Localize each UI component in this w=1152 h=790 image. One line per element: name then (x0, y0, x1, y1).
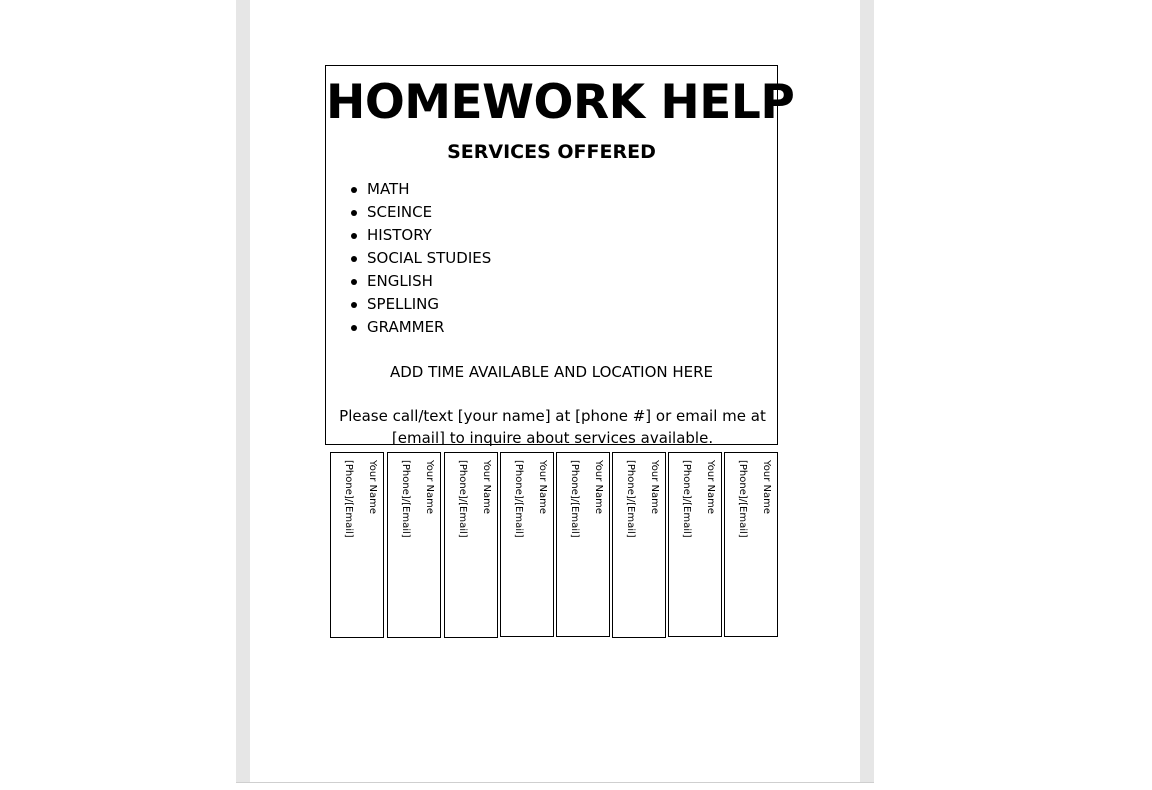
tear-off-tab[interactable] (387, 452, 441, 638)
bullet-icon (351, 325, 357, 331)
tab-name: Your Name (705, 460, 716, 515)
tear-off-tab[interactable] (612, 452, 666, 638)
tab-name: Your Name (481, 460, 492, 515)
time-location-text: ADD TIME AVAILABLE AND LOCATION HERE (389, 363, 714, 381)
tear-off-tab[interactable] (444, 452, 498, 638)
list-item (348, 316, 491, 339)
service-label: HISTORY (367, 226, 432, 244)
service-label: SCEINCE (367, 203, 433, 221)
page-gutter-left (236, 0, 250, 783)
bullet-icon (351, 187, 357, 193)
flyer-title: HOMEWORK HELP (326, 75, 795, 130)
service-label: SOCIAL STUDIES (367, 249, 492, 267)
tear-off-tab[interactable] (668, 452, 722, 637)
page-gutter-right (860, 0, 874, 783)
tab-contact: [Phone]/[Email] (400, 460, 411, 538)
contact-instructions: Please call/text [your name] at [phone #] or email me at [email] to inquire about services available. (339, 407, 766, 447)
bullet-icon (351, 256, 357, 262)
tear-off-tab[interactable] (500, 452, 554, 637)
flyer-subtitle: SERVICES OFFERED (447, 141, 656, 163)
tear-off-tab[interactable] (724, 452, 778, 637)
list-item (348, 270, 491, 293)
tear-off-tab[interactable] (556, 452, 610, 637)
tab-name: Your Name (649, 460, 660, 515)
tab-contact: [Phone]/[Email] (457, 460, 468, 538)
bullet-icon (351, 210, 357, 216)
tab-contact: [Phone]/[Email] (681, 460, 692, 538)
list-item (348, 293, 491, 316)
services-list (348, 178, 491, 339)
tab-contact: [Phone]/[Email] (343, 460, 354, 538)
service-label: GRAMMER (367, 318, 445, 336)
page-bottom-edge (236, 782, 874, 783)
bullet-icon (351, 279, 357, 285)
list-item (348, 247, 491, 270)
list-item (348, 201, 491, 224)
service-label: MATH (367, 180, 410, 198)
tear-off-tab[interactable] (330, 452, 384, 638)
tab-name: Your Name (537, 460, 548, 515)
bullet-icon (351, 233, 357, 239)
tab-contact: [Phone]/[Email] (625, 460, 636, 538)
service-label: SPELLING (367, 295, 440, 313)
bullet-icon (351, 302, 357, 308)
tab-name: Your Name (424, 460, 435, 515)
tab-name: Your Name (593, 460, 604, 515)
tab-contact: [Phone]/[Email] (513, 460, 524, 538)
list-item (348, 224, 491, 247)
tab-contact: [Phone]/[Email] (569, 460, 580, 538)
list-item (348, 178, 491, 201)
tab-name: Your Name (367, 460, 378, 515)
tab-contact: [Phone]/[Email] (737, 460, 748, 538)
service-label: ENGLISH (367, 272, 433, 290)
tab-name: Your Name (761, 460, 772, 515)
flyer-box[interactable] (325, 65, 795, 447)
